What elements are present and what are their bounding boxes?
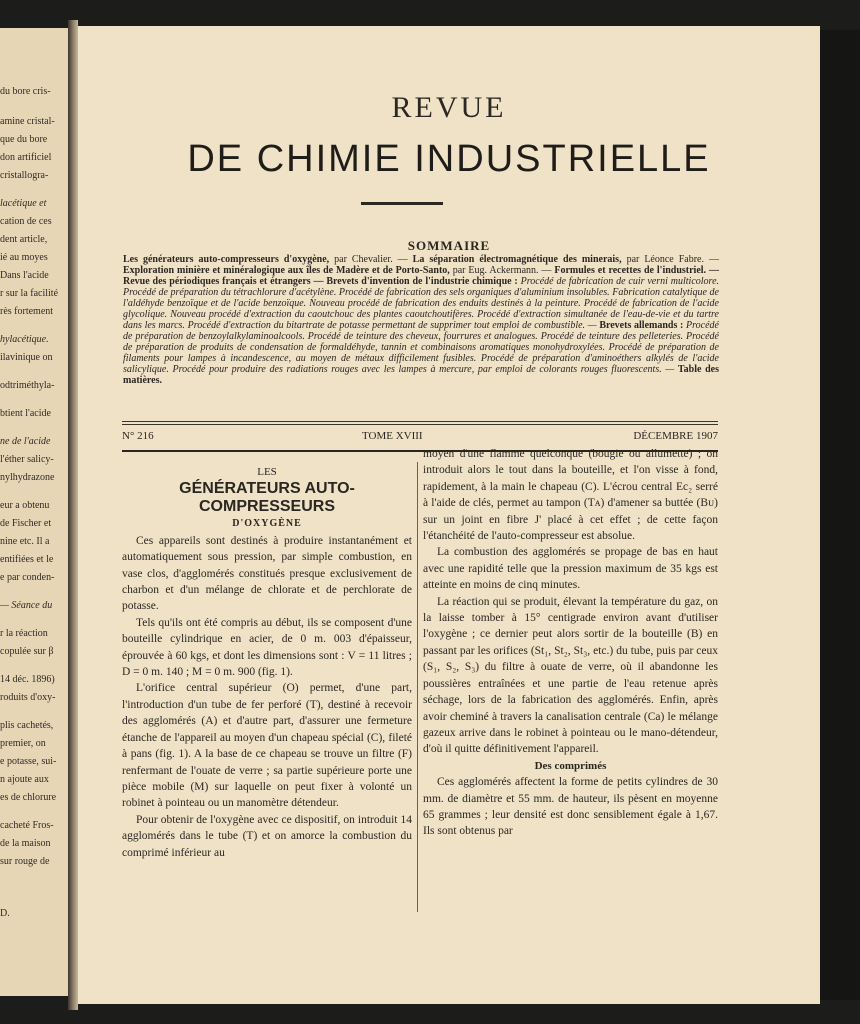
left-page-line: rès fortement [0, 306, 54, 317]
masthead-revue: REVUE [391, 91, 507, 124]
paragraph: Tels qu'ils ont été compris au début, ils se composent d'une bouteille cylindrique en acier, de 0 m. 003 d'épaisseur, éprouvée à 60 kgs, et dont les dimensions sont : V = 11 litres ; D = 0 m. 140 ; M = 0 m. 900 (fig. 1). [122, 616, 412, 679]
masthead-title: DE CHIMIE INDUSTRIELLE [187, 138, 711, 180]
left-page-line: 14 déc. 1896) [0, 674, 55, 685]
sommaire-heading: SOMMAIRE [407, 238, 491, 253]
background-edge [820, 30, 860, 1000]
left-page-line: Dans l'acide [0, 270, 49, 281]
left-page-line: copulée sur β [0, 646, 54, 657]
left-page-line: don artificiel [0, 152, 52, 163]
left-page-line: nylhydrazone [0, 472, 55, 483]
left-page-line: sur rouge de [0, 856, 50, 867]
left-page-line: entifiées et le [0, 554, 54, 565]
left-page-line: ilavinique on [0, 352, 53, 363]
left-page-line: ié au moyes [0, 252, 48, 263]
left-page-line: odtriméthyla- [0, 380, 55, 391]
left-page-line: r sur la facilité [0, 288, 59, 299]
left-page-line: l'éther salicy- [0, 454, 54, 465]
paragraph: Ces agglomérés affectent la forme de petits cylindres de 30 mm. de diamètre et 55 mm. de hauteur, ils pèsent en moyenne 65 grammes ; leur densité est donc sensiblement égale à 1,67. Ils sont obtenus par [423, 776, 718, 838]
left-page-line: du bore cris- [0, 86, 51, 97]
article-kicker: LES [257, 466, 277, 478]
left-page-line: premier, on [0, 738, 46, 749]
left-page-line: amine cristal- [0, 116, 55, 127]
column-rule [417, 462, 418, 912]
article-subtitle: D'OXYGÈNE [232, 518, 302, 530]
left-page-line: roduits d'oxy- [0, 692, 56, 703]
left-page-line: plis cachetés, [0, 720, 54, 731]
left-page-line: cristallogra- [0, 170, 49, 181]
book-gutter [68, 20, 78, 1010]
paragraph: Pour obtenir de l'oxygène avec ce dispositif, on introduit 14 agglomérés dans le tube (T) et on amorce la combustion du comprimé inférieur au [122, 813, 412, 859]
left-page-line: eur a obtenu [0, 500, 50, 511]
left-page-line: D. [0, 908, 10, 919]
paragraph: La réaction qui se produit, élevant la température du gaz, on la laisse tomber à 15° centigrade environ avant d'utiliser l'oxygène ; ce dernier peut alors sortir de la bouteille (B) en passant par les orifices (St₁, St₂, St₃, etc.) du tube, puis par ceux (S₁, S₂, S₃) du filtre à ouate de verre, où il abandonne les poussières entraînées et une partie de l'eau retenue après séchage, lors de la fabrication des agglomérés. Enfin, après avoir cheminé à travers la canalisation centrale (Ca) le mélange gazeux arrive dans le robinet à pointeau ou le mano-détendeur, d'où il quitte définitivement l'appareil. [423, 595, 718, 756]
section-heading: Des comprimés [534, 759, 607, 772]
decorative-rule [361, 202, 443, 205]
left-page-line: dent article, [0, 234, 48, 245]
left-page-line: btient l'acide [0, 408, 51, 419]
paragraph: La combustion des agglomérés se propage de bas en haut avec une rapidité telle que la pression maximum de 35 kgs est atteinte en moins de cinq minutes. [423, 546, 718, 592]
article-title: GÉNÉRATEURS AUTO-COMPRESSEURS [179, 480, 355, 516]
article-column-2 [423, 446, 718, 840]
header-rule [122, 424, 718, 425]
sommaire-text: Les générateurs auto-compresseurs d'oxygène, par Chevalier. — La séparation électromagnétique des minerais, par Léonce Fabre. — Exploration minière et minéralogique aux îles de Madère et de Porto-Santo, par Eug. Ackermann. — Formules et recettes de l'industriel. — Revue des périodiques français et étrangers — Brevets d'invention de l'industrie chimique : Procédé de fabrication de cuir verni multicolore. Procédé de préparation du tétrachlorure d'acétylène. Procédé de fabrication des sels organiques d'aluminium insolubles. Fabrication catalytique de l'aldéhyde benzoïque et de l'acide benzoïque. Nouveau procédé de fabrication des enduits destinés à la peinture. Procédé de fabrication de l'acide glycolique. Nouveau procédé d'extraction du caoutchouc des plantes caoutchoutifères. Procédé d'extraction simultanée de l'eau-de-vie et du tartre dans les marcs. Procédé d'extraction du bitartrate de potasse permettant de supprimer tout emploi de combustible. — Brevets allemands : Procédé de préparation de benzoylalkylaminoalcools. Procédé de teinture des cheveux, fourrures et analogues. Procédé de teinture des pelleteries. Procédé de préparation de produits de condensation de formaldéhyde, tannin et combinaisons aromatiques monohydroxylées. Procédé de préparation de filaments pour lampes à incandescence, au moyen de métaux difficilement fusibles. Procédé de préparation d'aminoéthers alkylés de l'acide salicylique. Procédé pour produire des radiations rouges avec les lampes à mercure, par emploi de colorants rouges fluorescents. — Table des matières. [123, 254, 720, 386]
left-page-line: que du bore [0, 134, 48, 145]
left-facing-page [0, 28, 68, 996]
issue-date: DÉCEMBRE 1907 [633, 430, 718, 442]
left-page-line: r la réaction [0, 628, 48, 639]
left-page-line: e par conden- [0, 572, 55, 583]
left-page-line: cacheté Fros- [0, 820, 54, 831]
left-page-line: hylacétique. [0, 334, 49, 345]
left-page-line: — Séance du [0, 600, 53, 611]
issue-tome: TOME XVIII [362, 430, 423, 442]
header-rule [122, 421, 718, 422]
left-page-line: de la maison [0, 838, 51, 849]
left-page-line: lacétique et [0, 198, 47, 209]
left-page-line: es de chlorure [0, 792, 57, 803]
left-page-line: de Fischer et [0, 518, 52, 529]
left-page-line: n ajoute aux [0, 774, 49, 785]
paragraph: L'orifice central supérieur (O) permet, d'une part, l'introduction d'un tube de fer perforé (T), destiné à recevoir des agglomérés (A) et d'autre part, d'assurer une fermeture étanche de l'appareil au moyen d'un chapeau spécial (C), fileté à pans (fig. 1). A la base de ce chapeau se trouve un filtre (F) renfermant de l'ouate de verre ; sa partie supérieure porte une pièce mobile (M) sur laquelle on peut fixer à volonté un robinet à pointeau ou un manomètre détendeur. [122, 682, 412, 810]
paragraph: moyen d'une flamme quelconque (bougie ou allumette) ; on introduit alors le tout dans la bouteille, et l'on visse à fond, rapidement, à la main le chapeau (C). L'écrou central Ec₂ serré à l'aide de clés, permet au tampon (Tᴀ) d'amener sa buttée (Bᴜ) sur un joint en fibre J' placé à cet effet ; de cette façon l'étanchéité de l'auto-compresseur est absolue. [423, 448, 718, 543]
issue-number: N° 216 [122, 430, 154, 442]
left-page-line: nine etc. Il a [0, 536, 50, 547]
article-column-1 [122, 464, 412, 861]
left-page-line: ne de l'acide [0, 436, 51, 447]
left-page-line: e potasse, sui- [0, 756, 57, 767]
paragraph: Ces appareils sont destinés à produire instantanément et automatiquement sous pression, par simple combustion, en vase clos, d'agglomérés constitués presque exclusivement de charbon et d'un mélange de chlorate et de perchlorate de potasse. [122, 534, 412, 613]
left-page-line: cation de ces [0, 216, 52, 227]
journal-page [78, 26, 820, 1004]
